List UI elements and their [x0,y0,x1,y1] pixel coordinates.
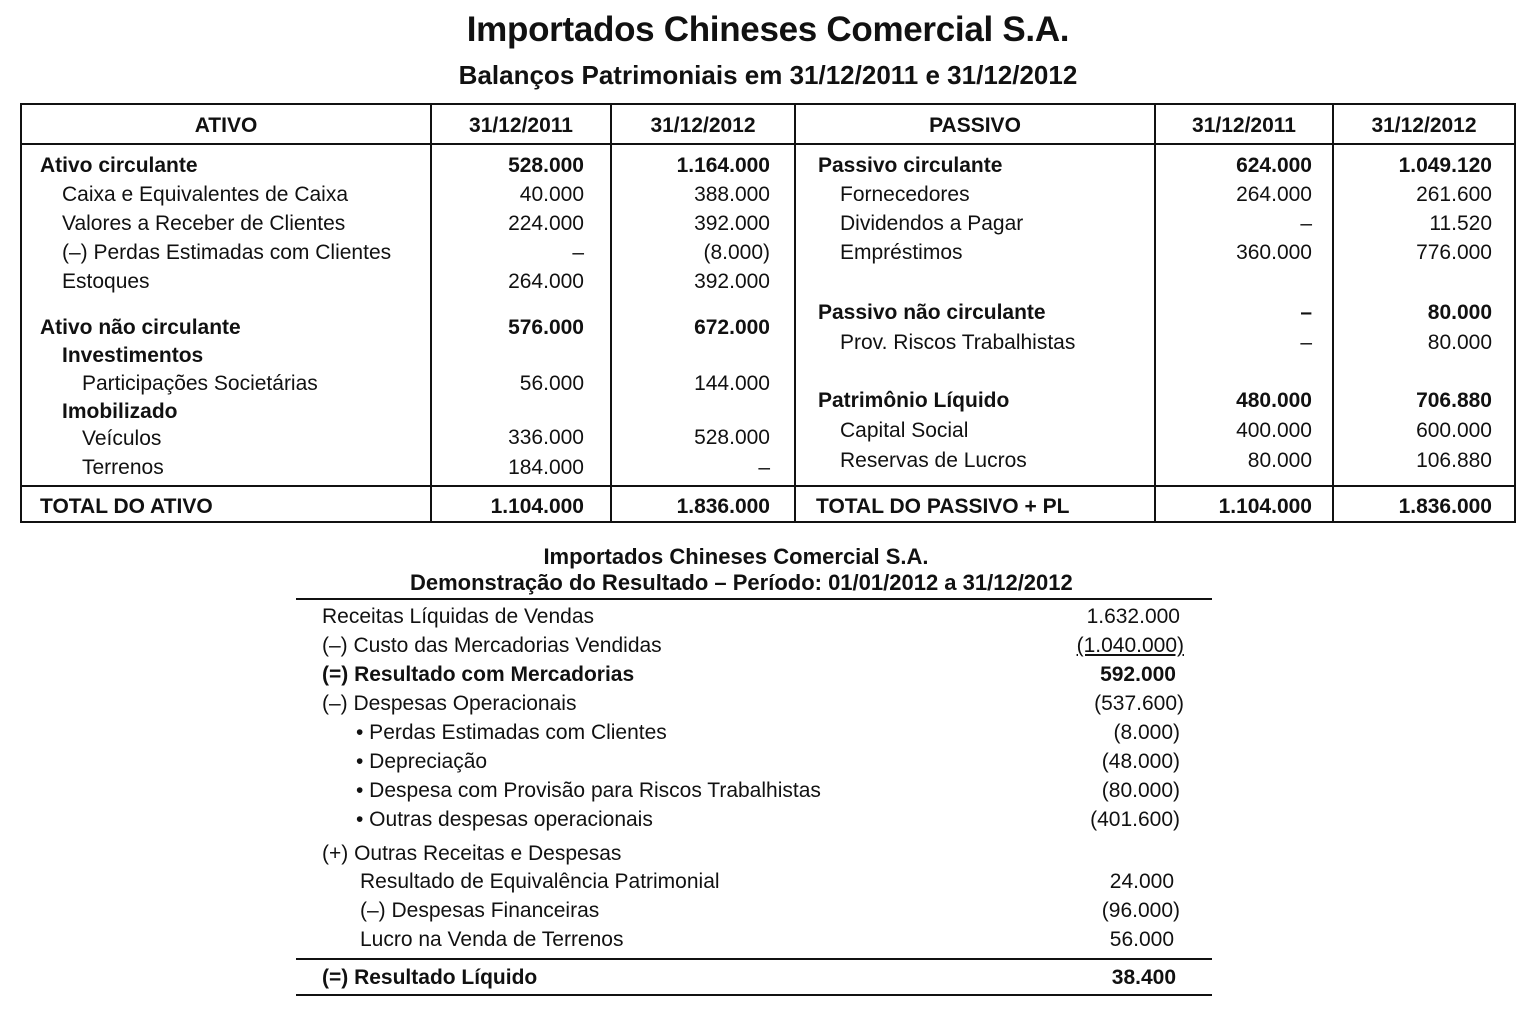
balance-sheet-table [20,103,1516,523]
passivo-value-2011: – [1300,331,1312,354]
total-passivo-label: TOTAL DO PASSIVO + PL [816,495,1070,518]
dre-row-value: (80.000) [1101,779,1180,802]
ativo-label: Estoques [62,270,150,293]
passivo-label: Passivo não circulante [818,301,1046,324]
passivo-value-2012: 80.000 [1427,301,1492,324]
ativo-value-2011: 40.000 [519,183,584,206]
total-ativo-2012: 1.836.000 [676,495,770,518]
dre-top-rule [296,598,1212,600]
ativo-value-2011: 576.000 [508,316,584,339]
passivo-label: Patrimônio Líquido [818,389,1010,412]
ativo-value-2012: 144.000 [694,372,770,395]
ativo-label: Participações Societárias [82,372,318,395]
dre-row-label: (–) Despesas Operacionais [322,692,577,715]
dre-row-value: (48.000) [1101,750,1180,773]
dre-row-value: (401.600) [1090,808,1180,831]
ativo-value-2011: 528.000 [508,154,584,177]
passivo-label: Fornecedores [840,183,970,206]
dre-row-label: (+) Outras Receitas e Despesas [322,842,622,865]
header-2012-ativo: 31/12/2012 [650,114,756,137]
ativo-value-2011: – [572,241,584,264]
dre-row-label: (–) Despesas Financeiras [360,899,600,922]
passivo-label: Dividendos a Pagar [840,212,1024,235]
total-ativo-label: TOTAL DO ATIVO [40,495,213,518]
passivo-value-2011: 480.000 [1236,389,1312,412]
ativo-value-2011: 336.000 [508,426,584,449]
dre-row-value: 592.000 [1100,663,1176,686]
ativo-label: Veículos [82,427,162,450]
passivo-label: Empréstimos [840,241,963,264]
dre-row-label: • Perdas Estimadas com Clientes [356,721,667,744]
total-ativo-2011: 1.104.000 [490,495,584,518]
ativo-value-2012: 672.000 [694,316,770,339]
passivo-value-2012: 261.600 [1416,183,1492,206]
dre-row-label: • Outras despesas operacionais [356,808,653,831]
ativo-label: Terrenos [82,456,164,479]
passivo-value-2011: 80.000 [1247,449,1312,472]
dre-row-value: 56.000 [1109,928,1174,951]
column-divider [794,105,796,521]
dre-row-value: (8.000) [1113,721,1180,744]
ativo-label: Ativo não circulante [40,316,241,339]
passivo-value-2011: 360.000 [1236,241,1312,264]
passivo-label: Prov. Riscos Trabalhistas [840,331,1076,354]
dre-bottom-rule [296,994,1212,996]
dre-row-value: (1.040.000) [1076,634,1184,657]
dre-row-label: Lucro na Venda de Terrenos [360,928,624,951]
dre-subtitle: Demonstração do Resultado – Período: 01/01/2012 a 31/12/2012 [410,570,1073,595]
ativo-value-2011: 56.000 [519,372,584,395]
dre-row-value: 24.000 [1109,870,1174,893]
ativo-label: Ativo circulante [40,154,198,177]
total-passivo-2011: 1.104.000 [1218,495,1312,518]
passivo-value-2012: 1.049.120 [1398,154,1492,177]
dre-title: Importados Chineses Comercial S.A. [543,544,929,569]
passivo-value-2012: 776.000 [1416,241,1492,264]
header-passivo: PASSIVO [929,114,1021,137]
dre-row-label: • Despesa com Provisão para Riscos Trabalhistas [356,779,821,802]
passivo-value-2012: 80.000 [1427,331,1492,354]
dre-row-label: (–) Custo das Mercadorias Vendidas [322,634,662,657]
dre-row-label: Receitas Líquidas de Vendas [322,605,595,628]
passivo-value-2012: 600.000 [1416,419,1492,442]
passivo-value-2011: 624.000 [1236,154,1312,177]
ativo-label: Caixa e Equivalentes de Caixa [62,183,349,206]
ativo-label: Valores a Receber de Clientes [62,212,346,235]
header-ativo: ATIVO [194,114,258,137]
total-divider [22,485,1514,487]
document-title: Importados Chineses Comercial S.A. [466,10,1070,49]
ativo-label: Imobilizado [62,400,178,423]
passivo-value-2012: 106.880 [1416,449,1492,472]
ativo-value-2011: 264.000 [508,270,584,293]
dre-row-value: (537.600) [1094,692,1184,715]
ativo-label: (–) Perdas Estimadas com Clientes [62,241,392,264]
ativo-value-2012: 1.164.000 [676,154,770,177]
dre-row-label: Resultado de Equivalência Patrimonial [360,870,720,893]
passivo-value-2012: 11.520 [1429,212,1492,235]
passivo-label: Capital Social [840,419,969,442]
header-divider [22,143,1514,145]
passivo-value-2012: 706.880 [1416,389,1492,412]
dre-total-label: (=) Resultado Líquido [322,966,538,989]
dre-row-label: • Depreciação [356,750,488,773]
ativo-value-2012: (8.000) [703,241,770,264]
dre-total-value: 38.400 [1111,966,1176,989]
passivo-label: Reservas de Lucros [840,449,1027,472]
ativo-label: Investimentos [62,344,204,367]
total-passivo-2012: 1.836.000 [1398,495,1492,518]
ativo-value-2012: 388.000 [694,183,770,206]
dre-row-label: (=) Resultado com Mercadorias [322,663,635,686]
dre-row-value: (96.000) [1101,899,1180,922]
passivo-label: Passivo circulante [818,154,1003,177]
header-2012-passivo: 31/12/2012 [1371,114,1477,137]
passivo-value-2011: 400.000 [1236,419,1312,442]
passivo-value-2011: – [1300,301,1312,324]
ativo-value-2012: 392.000 [694,212,770,235]
dre-total-rule [296,958,1212,960]
dre-row-value: 1.632.000 [1086,605,1180,628]
document-subtitle: Balanços Patrimoniais em 31/12/2011 e 31/12/2012 [458,60,1078,90]
header-2011-passivo: 31/12/2011 [1192,114,1296,137]
ativo-value-2011: 224.000 [508,212,584,235]
ativo-value-2012: 392.000 [694,270,770,293]
ativo-value-2012: 528.000 [694,426,770,449]
passivo-value-2011: – [1300,212,1312,235]
ativo-value-2011: 184.000 [508,456,584,479]
header-2011-ativo: 31/12/2011 [469,114,573,137]
ativo-value-2012: – [758,456,770,479]
passivo-value-2011: 264.000 [1236,183,1312,206]
